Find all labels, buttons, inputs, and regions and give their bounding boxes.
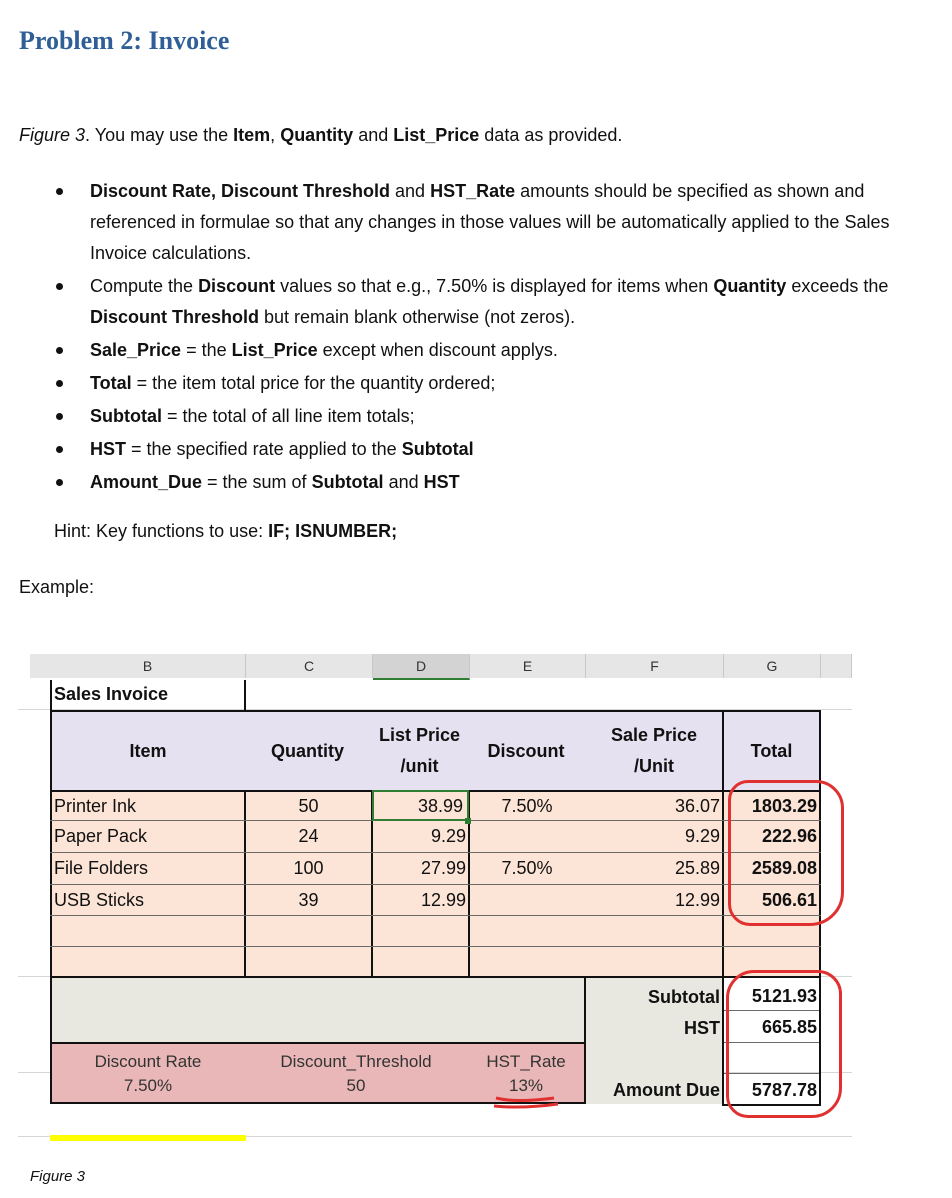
list-item: Discount Rate, Discount Threshold and HST_Rate amounts should be specified as shown and referenced in formulae so that any changes in those values will be automatically applied to the Sales Invoice calculations.	[50, 176, 930, 269]
hst-rate-label: HST_Rate	[486, 1052, 566, 1071]
cell-total[interactable]: 1803.29	[751, 796, 817, 816]
header-list-price: List Price /unit	[371, 710, 470, 792]
cell-discount[interactable]: 7.50%	[501, 796, 553, 816]
header-quantity: Quantity	[244, 710, 373, 792]
cell-sale-price[interactable]: 9.29	[684, 826, 720, 846]
cell-discount[interactable]	[470, 885, 584, 915]
column-header-e[interactable]: E	[470, 654, 586, 678]
cell-quantity[interactable]: 100	[293, 858, 324, 878]
list-item: Sale_Price = the List_Price except when discount applys.	[50, 335, 930, 366]
yellow-highlight	[50, 1135, 246, 1141]
bullet-icon	[56, 188, 63, 195]
cell-quantity[interactable]: 39	[298, 890, 319, 910]
figure-ref: Figure 3	[19, 125, 86, 145]
grid-line	[50, 946, 821, 947]
cell-total[interactable]: 506.61	[761, 890, 817, 910]
cell-total[interactable]: 2589.08	[751, 858, 817, 878]
bullet-icon	[56, 380, 63, 387]
amount-due-value[interactable]: 5787.78	[751, 1080, 817, 1100]
list-item: Subtotal = the total of all line item totals;	[50, 401, 930, 432]
discount-rate-cell[interactable]	[50, 1042, 246, 1104]
list-item: Compute the Discount values so that e.g., 7.50% is displayed for items when Quantity exceeds the Discount Threshold but remain blank otherwise (not zeros).	[50, 271, 930, 333]
column-header-d[interactable]: D	[373, 654, 470, 680]
amount-due-label: Amount Due	[613, 1080, 720, 1100]
cell-quantity[interactable]: 24	[298, 826, 319, 846]
cell-item[interactable]: USB Sticks	[54, 890, 145, 910]
subtotal-value[interactable]: 5121.93	[751, 986, 817, 1006]
requirements-list	[50, 176, 930, 498]
subtotal-label: Subtotal	[648, 987, 720, 1007]
discount-rate-value: 7.50%	[123, 1076, 173, 1095]
bullet-icon	[56, 283, 63, 290]
cell-list-price[interactable]: 9.29	[430, 826, 466, 846]
discount-threshold-label: Discount_Threshold	[280, 1052, 432, 1071]
list-item: HST = the specified rate applied to the Subtotal	[50, 434, 930, 465]
header-item: Item	[50, 710, 246, 792]
discount-rate-label: Discount Rate	[94, 1052, 202, 1071]
bullet-icon	[56, 347, 63, 354]
summary-filler	[50, 978, 586, 1042]
cell-item[interactable]: Printer Ink	[54, 796, 137, 816]
discount-threshold-value: 50	[346, 1076, 366, 1095]
cell-quantity[interactable]: 50	[298, 796, 319, 816]
grid-line	[50, 915, 821, 916]
bullet-icon	[56, 446, 63, 453]
column-header-h	[821, 654, 852, 678]
example-label: Example:	[19, 577, 95, 597]
cell-list-price-selected[interactable]: 38.99	[372, 790, 469, 821]
hst-label: HST	[684, 1018, 720, 1038]
sheet-title: Sales Invoice	[50, 680, 246, 710]
header-total: Total	[722, 710, 821, 792]
cell-discount[interactable]	[470, 821, 584, 852]
column-header-g[interactable]: G	[724, 654, 821, 678]
row-header-corner	[30, 654, 51, 678]
column-header-c[interactable]: C	[246, 654, 373, 678]
hst-rate-value: 13%	[508, 1076, 544, 1095]
cell-sale-price[interactable]: 25.89	[674, 858, 720, 878]
bullet-icon	[56, 413, 63, 420]
cell-item[interactable]: File Folders	[54, 858, 149, 878]
list-item: Total = the item total price for the quantity ordered;	[50, 368, 930, 399]
cell-sale-price[interactable]: 12.99	[674, 890, 720, 910]
column-header-f[interactable]: F	[586, 654, 724, 678]
cell-item[interactable]: Paper Pack	[54, 826, 148, 846]
discount-threshold-cell[interactable]	[244, 1042, 470, 1104]
header-discount: Discount	[468, 710, 586, 792]
annotation-underline-icon	[492, 1092, 562, 1114]
intro-paragraph: Figure 3. You may use the Item, Quantity and List_Price data as provided.	[19, 125, 623, 145]
cell-total[interactable]: 222.96	[761, 826, 817, 846]
annotation-circle-icon	[726, 970, 842, 1118]
column-header-b[interactable]: B	[50, 654, 246, 678]
invoice-spreadsheet	[18, 652, 852, 1142]
list-item: Amount_Due = the sum of Subtotal and HST	[50, 467, 930, 498]
cell-discount[interactable]: 7.50%	[501, 858, 553, 878]
figure-caption: Figure 3	[30, 1168, 86, 1185]
page-title: Problem 2: Invoice	[19, 26, 230, 55]
header-sale-price: Sale Price /Unit	[584, 710, 724, 792]
hst-value[interactable]: 665.85	[761, 1017, 817, 1037]
cell-list-price[interactable]: 27.99	[420, 858, 466, 878]
cell-sale-price[interactable]: 36.07	[674, 796, 720, 816]
annotation-circle-icon	[728, 780, 844, 926]
bullet-icon	[56, 479, 63, 486]
hint-text: Hint: Key functions to use: IF; ISNUMBER;	[54, 521, 398, 541]
cell-list-price[interactable]: 12.99	[420, 890, 466, 910]
